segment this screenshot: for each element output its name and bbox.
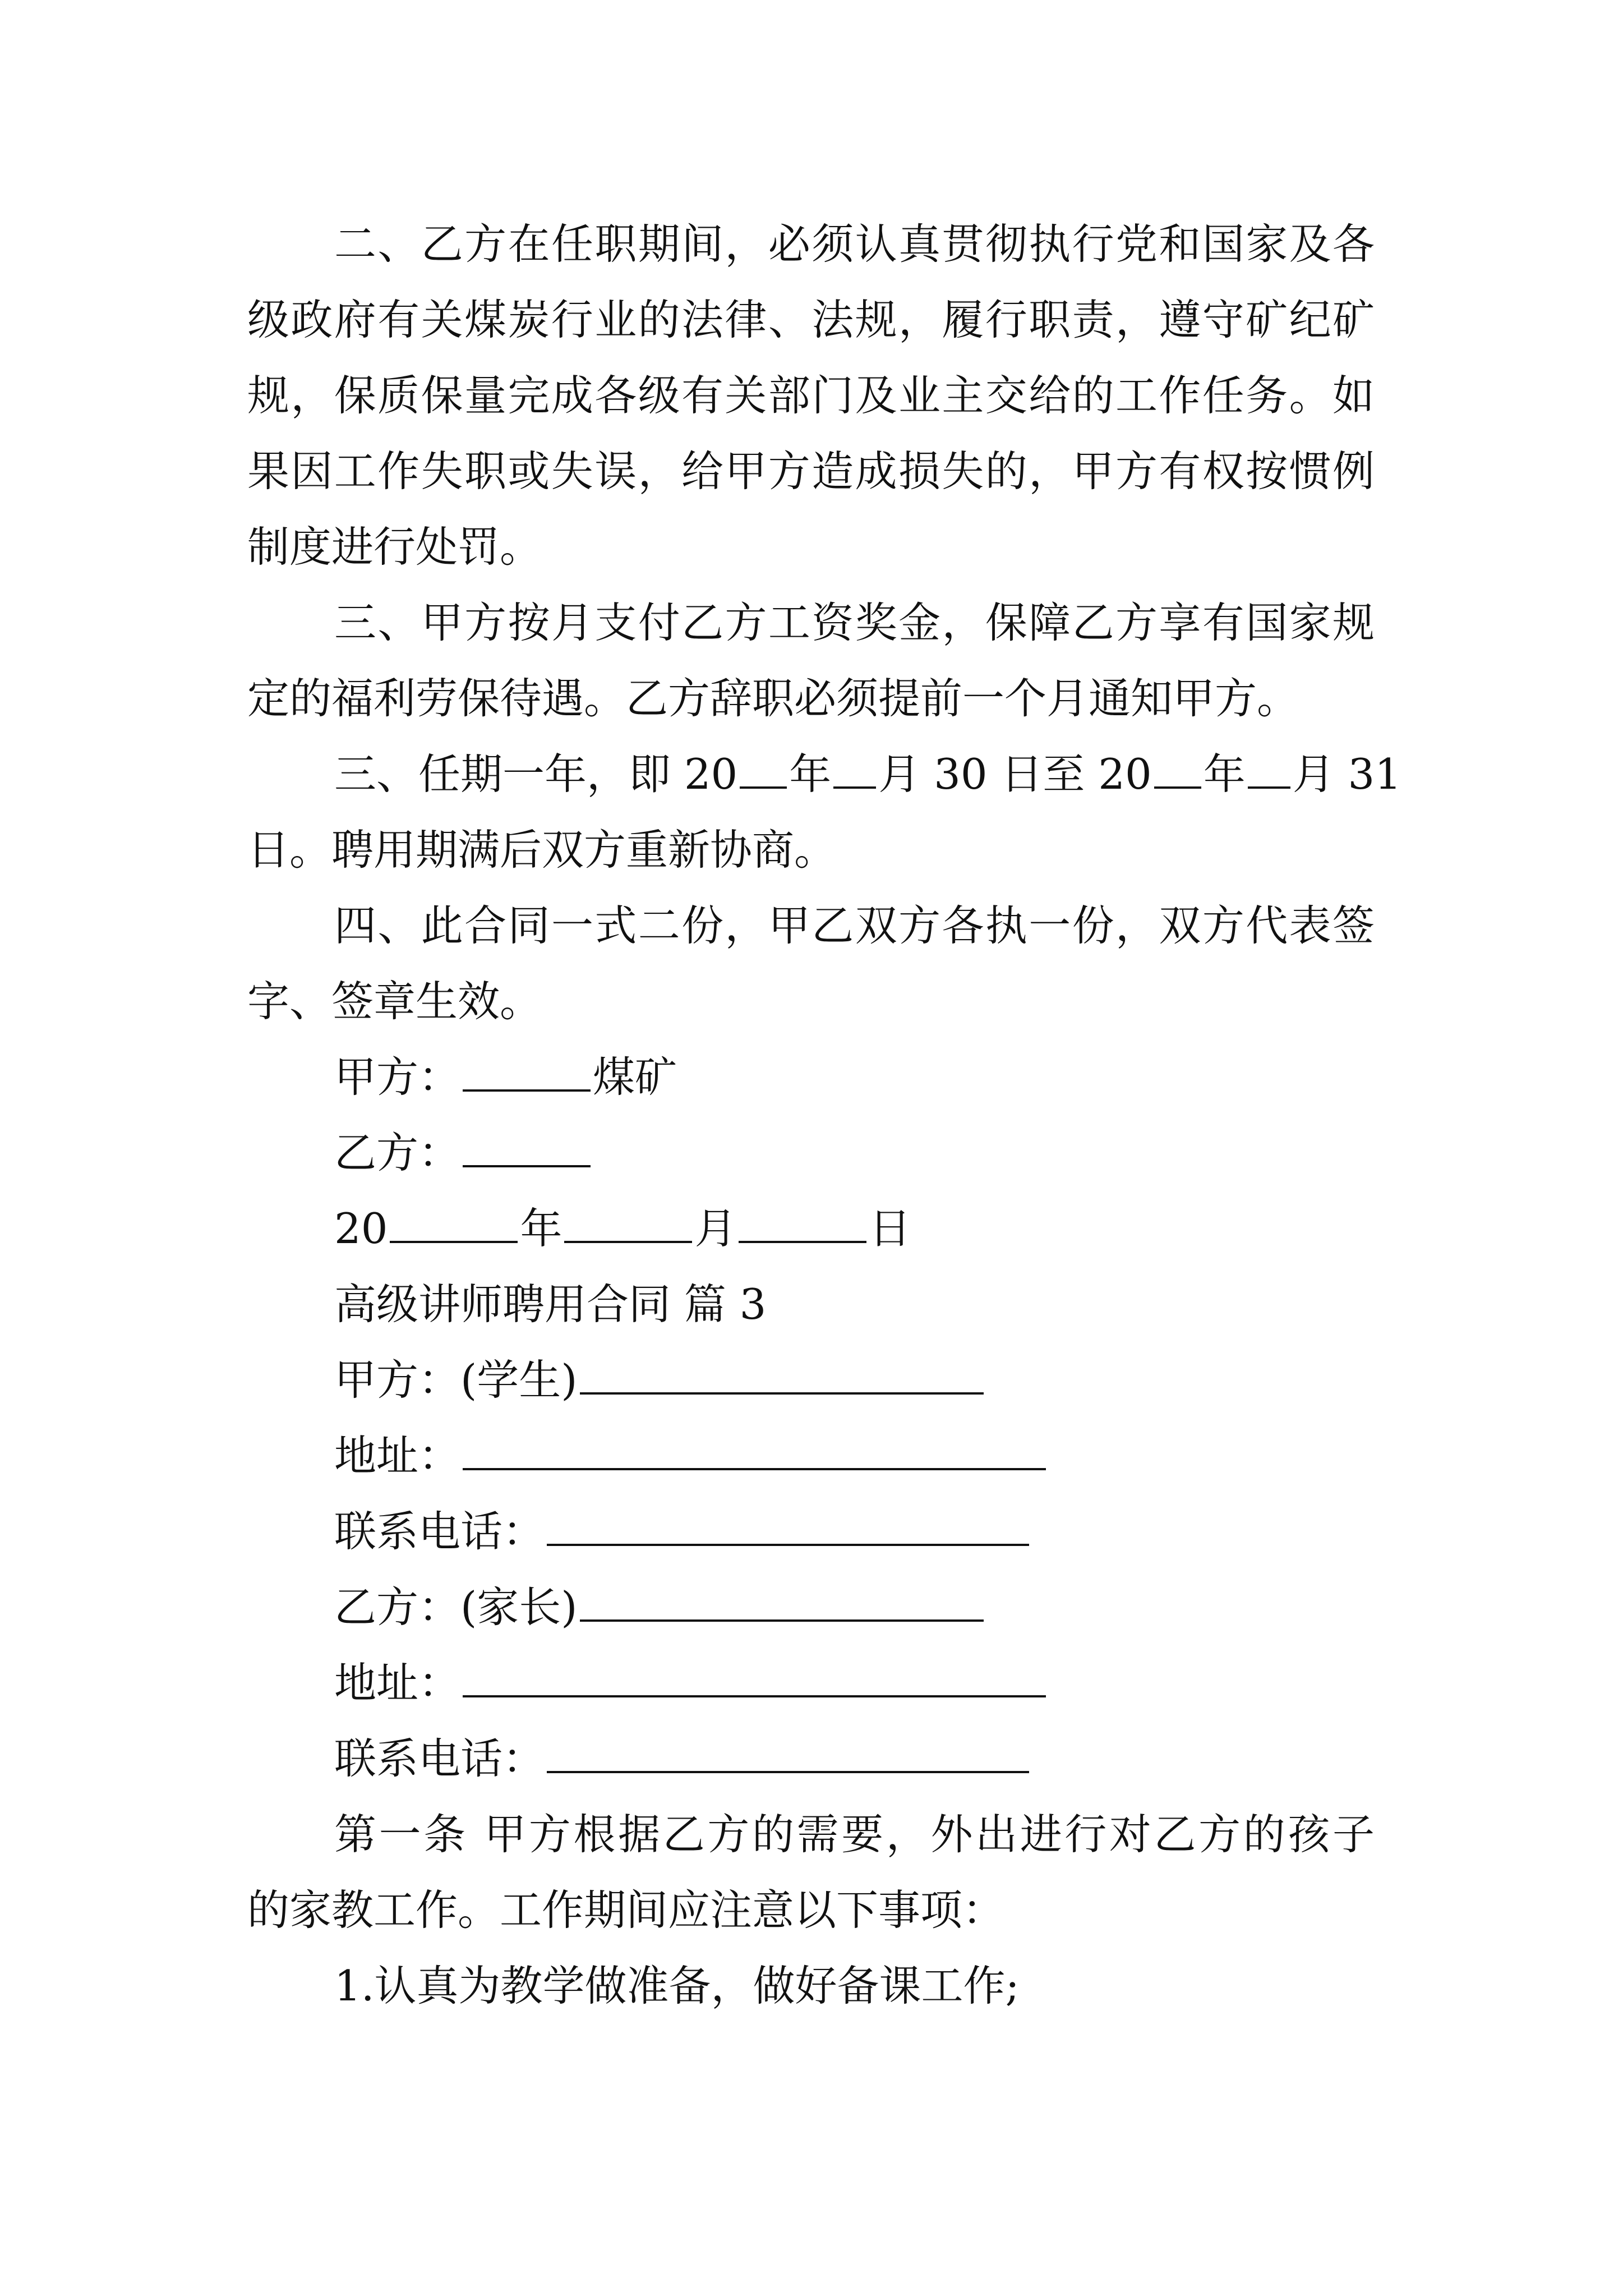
clause-4-line-1: 四、此合同一式二份，甲乙双方各执一份，双方代表签 xyxy=(334,901,1375,950)
contract3-party-a-address-line xyxy=(334,1428,1048,1484)
article-1-line-2: 的家教工作。工作期间应注意以下事项： xyxy=(247,1885,1005,1935)
end-year-blank[interactable] xyxy=(1154,753,1201,789)
address-label: 地址： xyxy=(334,1431,461,1480)
date-year-blank[interactable] xyxy=(390,1207,518,1243)
clause-3b-line-2: 日。聘用期满后双方重新协商。 xyxy=(247,825,837,875)
clause-3a-line-2: 定的福利劳保待遇。乙方辞职必须提前一个月通知甲方。 xyxy=(247,674,1299,723)
party-b-label: 乙方： xyxy=(334,1128,461,1177)
section-title: 高级讲师聘用合同 篇 3 xyxy=(334,1280,767,1329)
list-item-1: 1.认真为教学做准备，做好备课工作; xyxy=(334,1961,1020,2010)
party-a-phone-blank[interactable] xyxy=(547,1510,1029,1546)
contract3-party-b-phone-line xyxy=(334,1731,1031,1787)
start-year-unit: 年 xyxy=(789,749,832,799)
contract3-party-a-label: 甲方：(学生) xyxy=(334,1355,578,1405)
address-label: 地址： xyxy=(334,1658,461,1708)
clause-2-line-4: 果因工作失职或失误，给甲方造成损失的，甲方有权按惯例 xyxy=(247,447,1375,496)
signature-date-line xyxy=(334,1200,911,1257)
article-1-line-1: 第一条 甲方根据乙方的需要，外出进行对乙方的孩子 xyxy=(334,1810,1375,1859)
start-month-blank[interactable] xyxy=(833,753,876,789)
term-end-text: 月 31 xyxy=(1292,749,1401,799)
phone-label: 联系电话： xyxy=(334,1507,545,1556)
clause-3a-line-1: 三、甲方按月支付乙方工资奖金，保障乙方享有国家规 xyxy=(334,598,1375,647)
end-month-blank[interactable] xyxy=(1248,753,1290,789)
clause-2-line-2: 级政府有关煤炭行业的法律、法规，履行职责，遵守矿纪矿 xyxy=(247,295,1375,344)
date-month-unit: 月 xyxy=(694,1204,737,1253)
date-day-blank[interactable] xyxy=(739,1207,866,1243)
party-b-address-blank[interactable] xyxy=(463,1662,1046,1697)
phone-label: 联系电话： xyxy=(334,1734,545,1783)
clause-2-line-3: 规，保质保量完成各级有关部门及业主交给的工作任务。如 xyxy=(247,371,1375,420)
party-a-suffix: 煤矿 xyxy=(593,1052,677,1102)
party-b-phone-blank[interactable] xyxy=(547,1737,1029,1773)
contract3-party-b-label: 乙方：(家长) xyxy=(334,1582,578,1632)
date-year-unit: 年 xyxy=(520,1204,562,1253)
party-a-address-blank[interactable] xyxy=(463,1434,1046,1470)
party-a-blank[interactable] xyxy=(463,1056,591,1092)
contract3-party-b-blank[interactable] xyxy=(580,1586,984,1622)
party-b-blank[interactable] xyxy=(463,1131,591,1167)
clause-2-line-5: 制度进行处罚。 xyxy=(247,522,542,572)
contract3-party-a-blank[interactable] xyxy=(580,1359,984,1395)
date-month-blank[interactable] xyxy=(564,1207,692,1243)
clause-3b-line-1 xyxy=(334,746,1401,802)
contract3-party-a-phone-line xyxy=(334,1503,1031,1559)
contract3-party-a-line xyxy=(334,1352,986,1408)
party-a-label: 甲方： xyxy=(334,1052,461,1102)
term-start-prefix: 三、任期一年，即 20 xyxy=(334,749,738,799)
party-a-signature-line xyxy=(334,1049,677,1105)
date-century: 20 xyxy=(334,1204,388,1253)
party-b-signature-line xyxy=(334,1125,593,1181)
date-day-unit: 日 xyxy=(869,1204,911,1253)
contract3-party-b-address-line xyxy=(334,1655,1048,1711)
contract3-party-b-line xyxy=(334,1579,986,1635)
clause-2-line-1: 二、乙方在任职期间，必须认真贯彻执行党和国家及各 xyxy=(334,219,1375,269)
end-year-unit: 年 xyxy=(1203,749,1246,799)
start-year-blank[interactable] xyxy=(740,753,787,789)
term-mid-text: 月 30 日至 20 xyxy=(878,749,1152,799)
clause-4-line-2: 字、签章生效。 xyxy=(247,977,542,1026)
